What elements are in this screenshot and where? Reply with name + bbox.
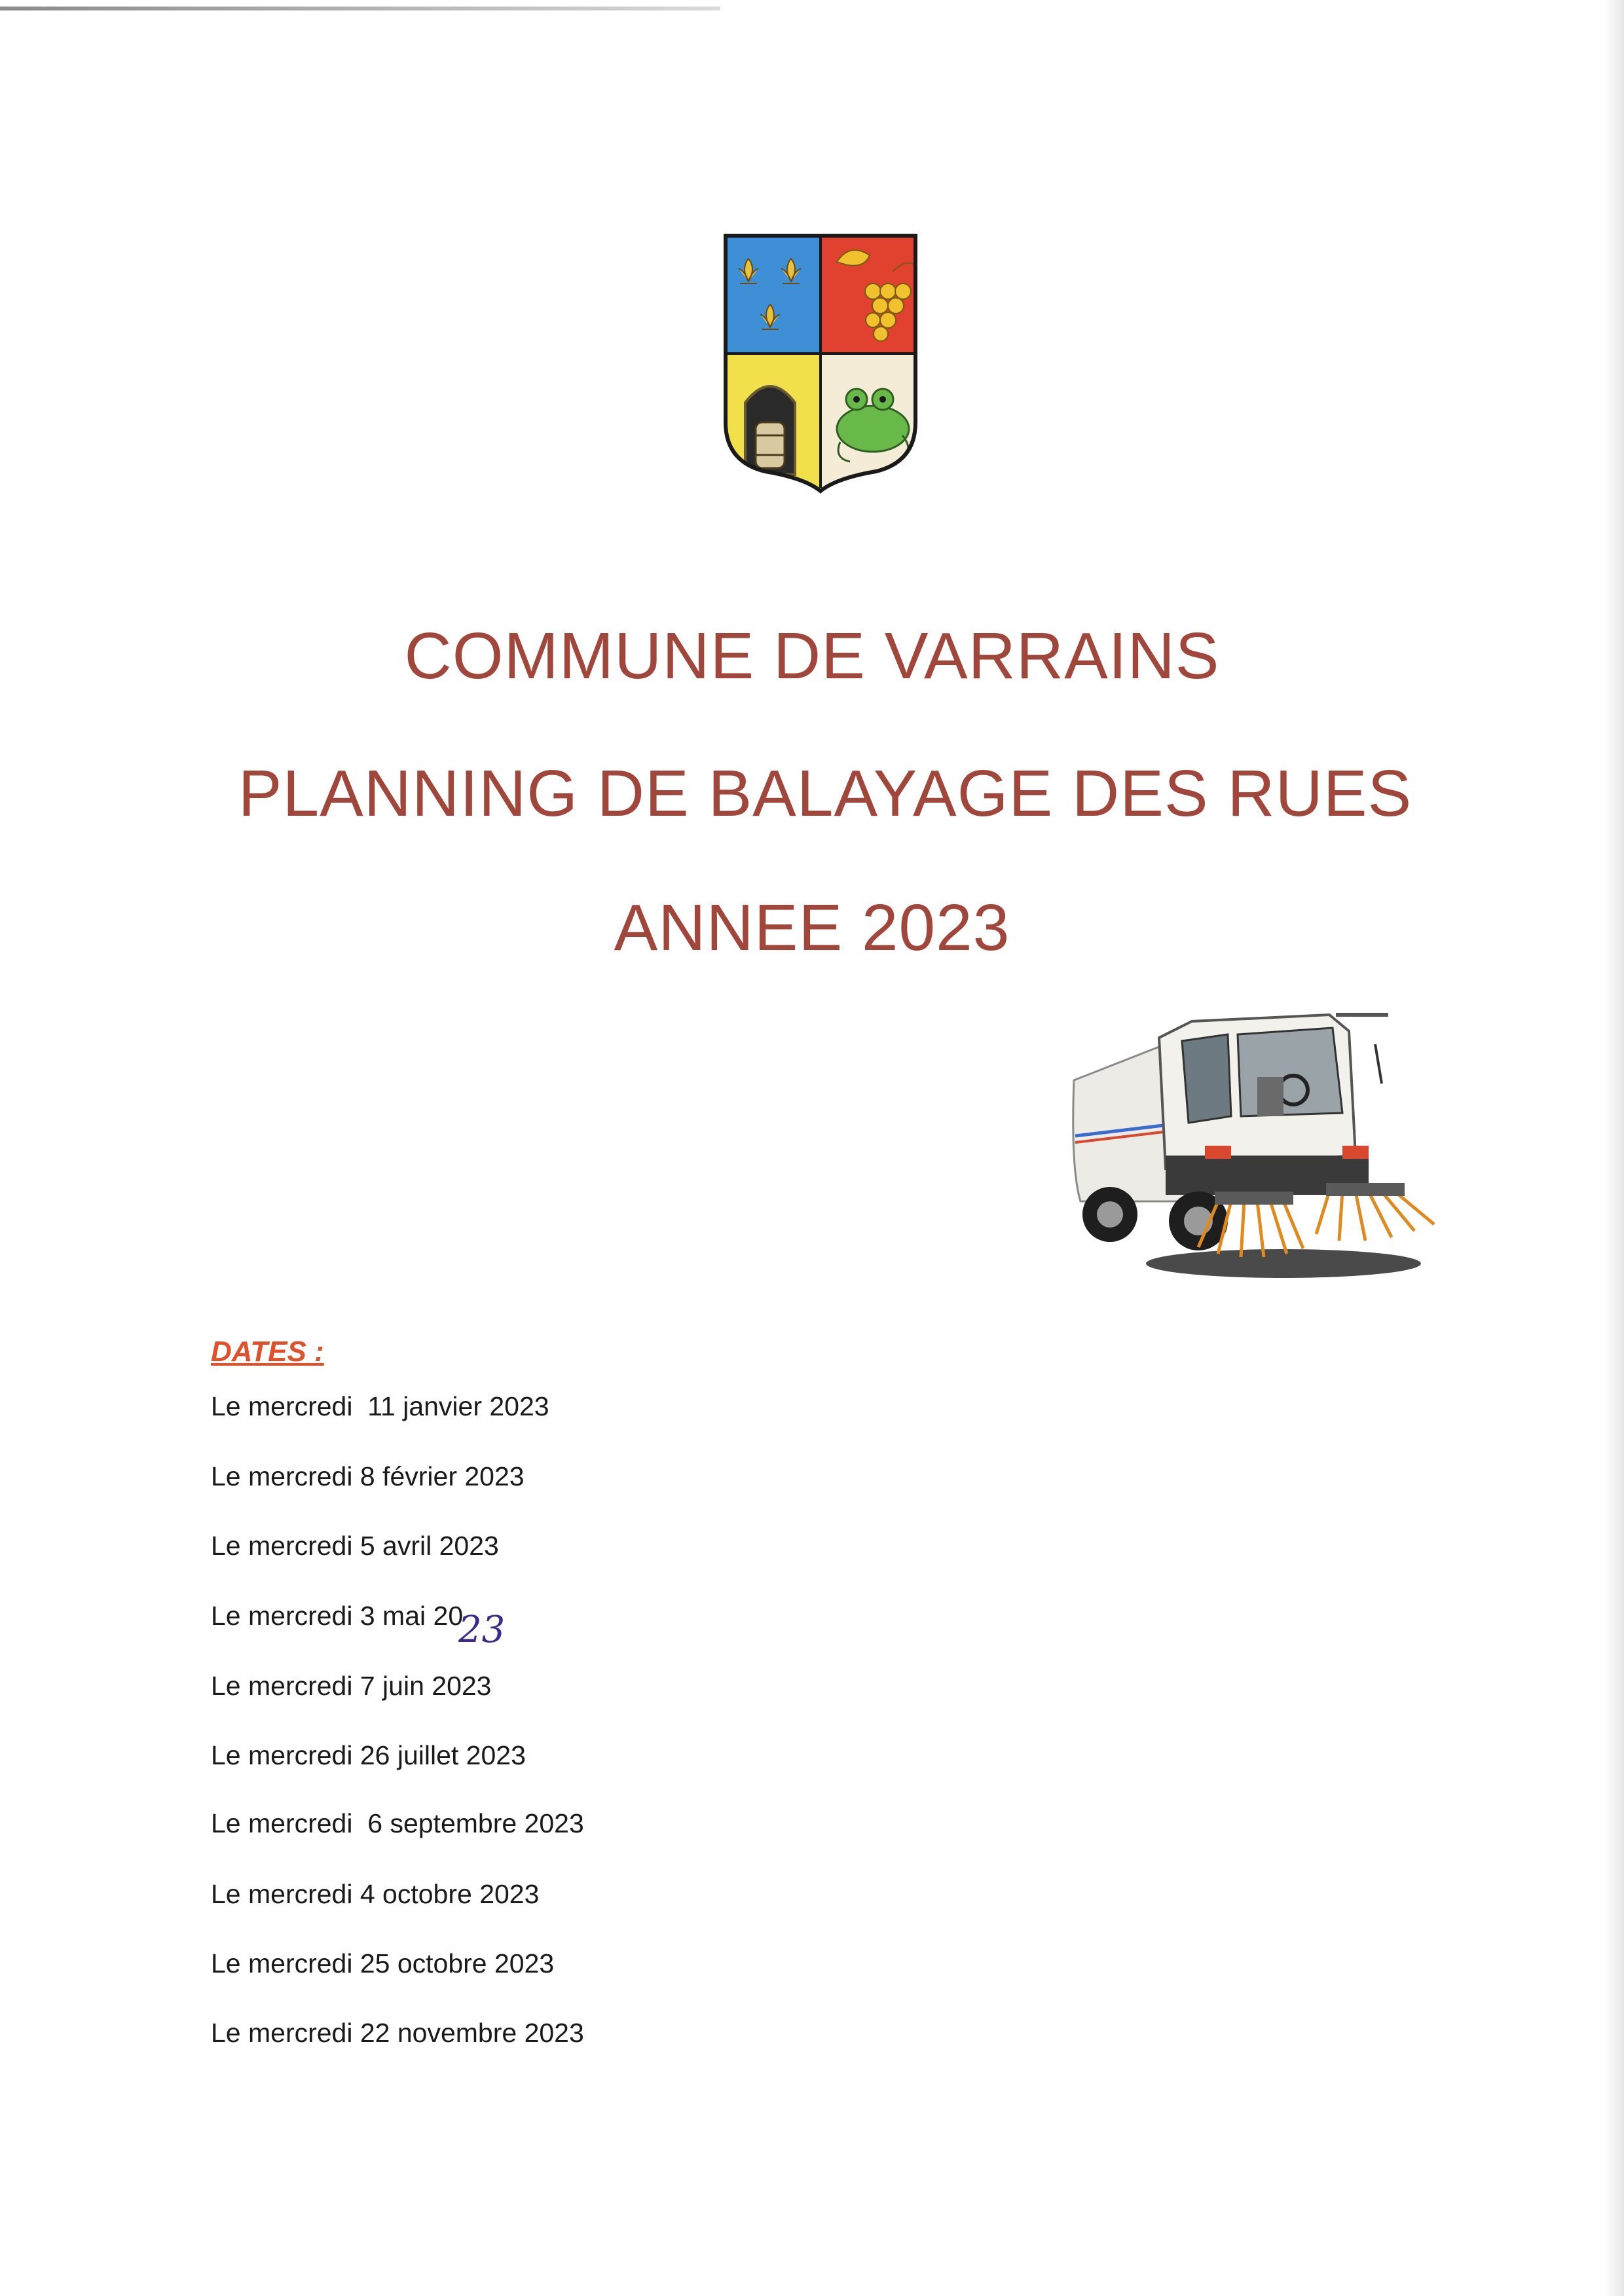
title-commune: COMMUNE DE VARRAINS [404,619,1220,693]
date-item: Le mercredi 4 octobre 2023 [211,1879,540,1909]
scan-edge-shadow [1604,0,1624,2296]
date-item: Le mercredi 6 septembre 2023 [211,1808,584,1838]
date-item: Le mercredi 7 juin 2023 [211,1671,492,1701]
date-item: Le mercredi 3 mai 20 [211,1601,464,1631]
street-sweeper-icon [1067,1005,1454,1280]
handwritten-correction [458,1604,537,1656]
dates-heading: DATES : [211,1336,324,1368]
date-item: Le mercredi 22 novembre 2023 [211,2018,584,2048]
title-year: ANNEE 2023 [614,891,1010,964]
date-item: Le mercredi 8 février 2023 [211,1461,525,1491]
handwritten-correction-text: 23 [458,1609,506,1651]
date-item: Le mercredi 26 juillet 2023 [211,1740,526,1770]
date-item: Le mercredi 11 janvier 2023 [211,1391,549,1421]
date-item: Le mercredi 5 avril 2023 [211,1531,499,1561]
scan-edge-line [0,7,720,10]
crest-icon [719,232,922,494]
title-planning: PLANNING DE BALAYAGE DES RUES [238,757,1412,830]
date-item: Le mercredi 25 octobre 2023 [211,1948,555,1978]
